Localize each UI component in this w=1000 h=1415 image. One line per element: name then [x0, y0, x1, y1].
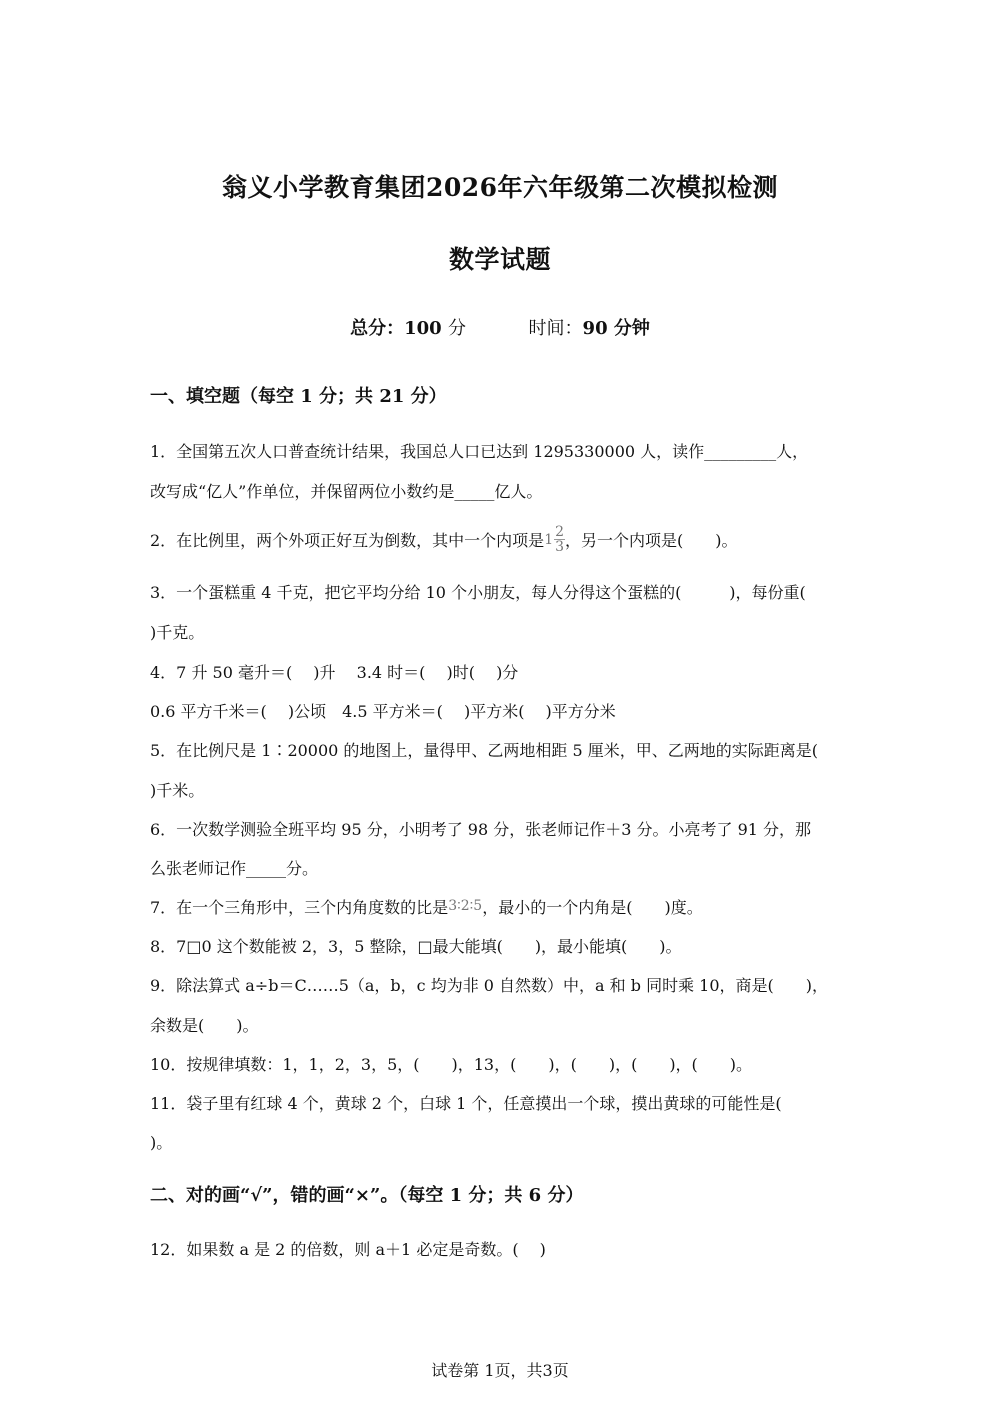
total-unit: 分 [447, 318, 466, 339]
fraction-whole: 1 [544, 531, 554, 548]
question-11-line-2: )。 [150, 1133, 173, 1152]
question-5-line-2: )千米。 [150, 781, 205, 800]
question-2 [150, 524, 850, 556]
fraction-numerator: 2 [555, 524, 565, 540]
exam-title: 翁义小学教育集团2026年六年级第二次模拟检测 [221, 173, 779, 202]
fraction-denominator: 3 [555, 539, 565, 555]
total-label: 总分： [350, 318, 405, 339]
exam-subtitle: 数学试题 [448, 245, 551, 274]
question-3-line-2: )千克。 [150, 623, 205, 642]
time-value: 90 分钟 [582, 318, 650, 339]
question-6-line-2: 么张老师记作_____分。 [150, 859, 319, 878]
question-7-text: 7．在一个三角形中，三个内角度数的比是 [150, 898, 449, 917]
question-12: 12．如果数 a 是 2 的倍数，则 a＋1 必定是奇数。( ) [150, 1240, 546, 1259]
question-11-line-1: 11．袋子里有红球 4 个，黄球 2 个，白球 1 个，任意摸出一个球，摸出黄球的可能性是( [150, 1094, 782, 1113]
mixed-fraction [544, 525, 565, 554]
question-7-text-end: ，最小的一个内角是( )度。 [482, 898, 703, 917]
time-label: 时间： [528, 318, 583, 339]
question-6-line-1: 6．一次数学测验全班平均 95 分，小明考了 98 分，张老师记作＋3 分。小亮考了 91 分，那 [150, 820, 812, 839]
question-10: 10．按规律填数：1，1，2，3，5，( )，13，( )，( )，( )，( )。 [150, 1055, 753, 1074]
question-9-line-2: 余数是( )。 [150, 1016, 259, 1035]
total-value: 100 [404, 318, 442, 339]
question-2-text: 2．在比例里，两个外项正好互为倒数，其中一个内项是 [150, 531, 545, 550]
section-heading-fill-in: 一、填空题（每空 1 分；共 21 分） [150, 386, 447, 407]
question-1-line-1: 1．全国第五次人口普查统计结果，我国总人口已达到 1295330000 人，读作_________人， [150, 442, 809, 461]
question-1-line-2: 改写成“亿人”作单位，并保留两位小数约是_____亿人。 [150, 482, 543, 501]
angle-ratio: 3∶2∶5 [448, 898, 483, 914]
question-3-line-1: 3．一个蛋糕重 4 千克，把它平均分给 10 个小朋友，每人分得这个蛋糕的( )，每份重( [150, 583, 806, 602]
exam-meta [0, 314, 1000, 340]
section-heading-true-false: 二、对的画“√”，错的画“×”。（每空 1 分；共 6 分） [150, 1185, 584, 1206]
page-number: 试卷第 1页，共3页 [431, 1361, 569, 1380]
question-9-line-1: 9．除法算式 a÷b＝C……5（a，b，c 均为非 0 自然数）中，a 和 b 同时乘 10，商是( )， [150, 976, 829, 995]
question-4-line-2: 0.6 平方千米＝( )公顷 4.5 平方米＝( )平方米( )平方分米 [150, 702, 616, 721]
question-2-text-end: ，另一个内项是( )。 [565, 531, 738, 550]
question-5-line-1: 5．在比例尺是 1∶20000 的地图上，量得甲、乙两地相距 5 厘米，甲、乙两地的实际距离是( [150, 741, 819, 760]
question-4-line-1: 4．7 升 50 毫升＝( )升 3.4 时＝( )时( )分 [150, 663, 519, 682]
question-7 [150, 895, 850, 918]
question-8: 8．7□0 这个数能被 2，3，5 整除，□最大能填( )，最小能填( )。 [150, 937, 682, 956]
